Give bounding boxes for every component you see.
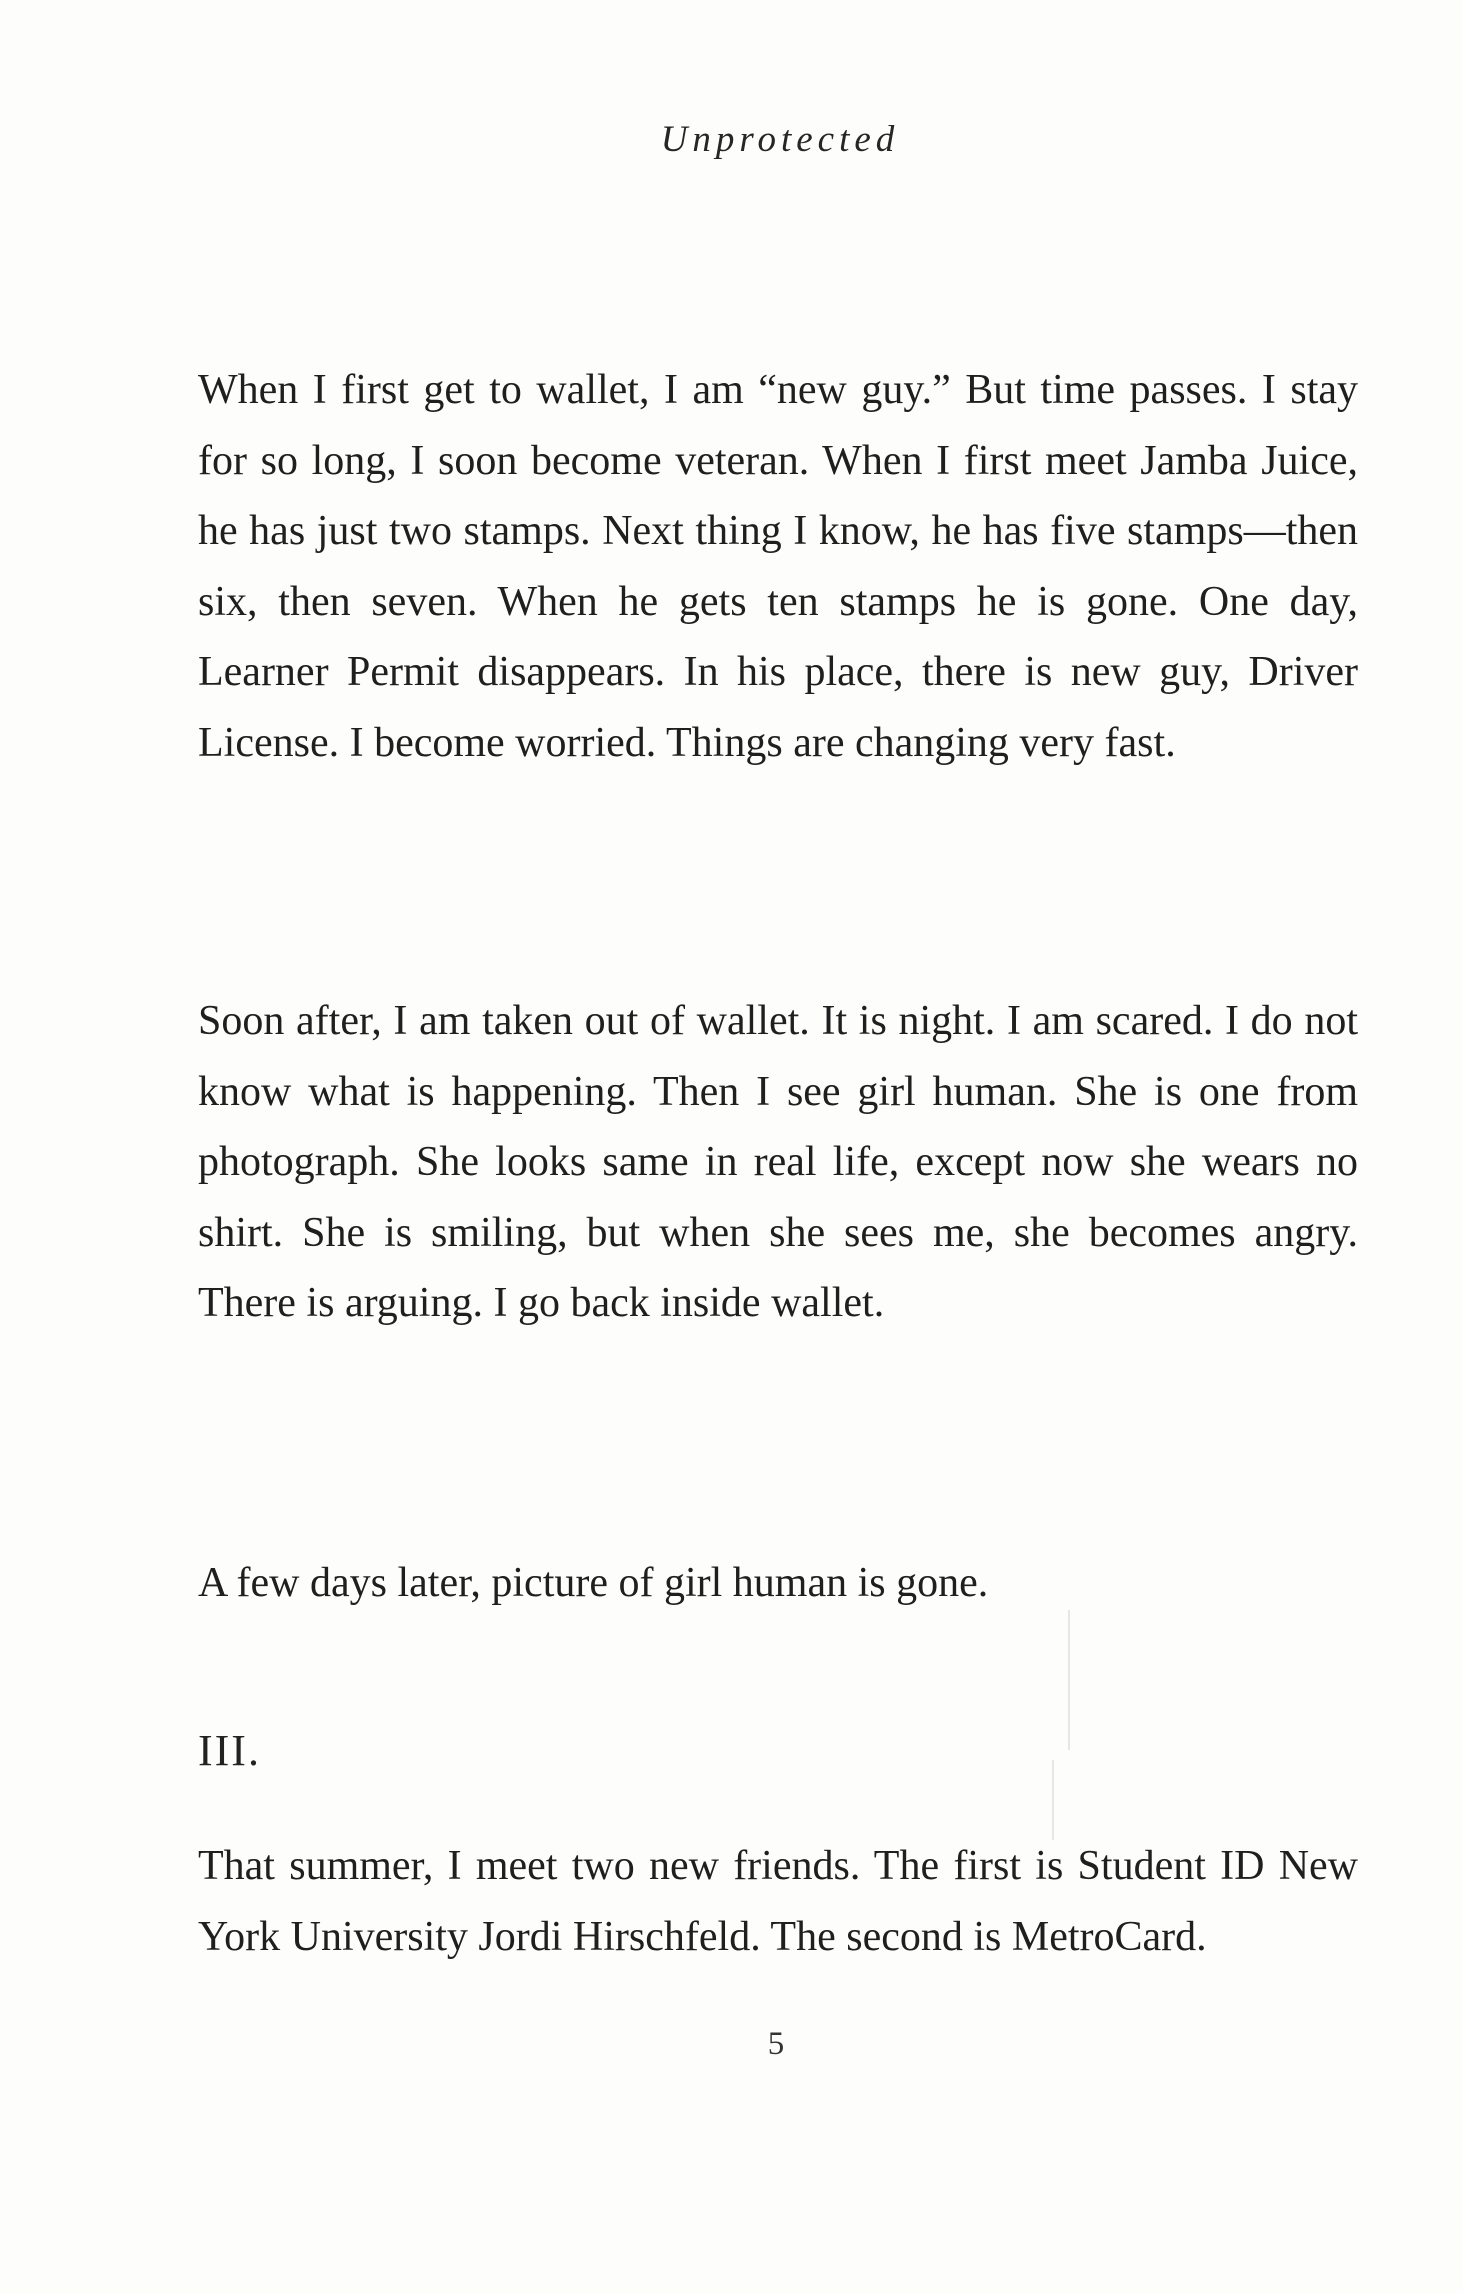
paragraph: When I first get to wallet, I am “new guy.” But time passes. I stay for so long, I soon become veteran. When I first meet Jamba Juice, he has just two stamps. Next thing I know, he has five stamps—then six, then seven. When he gets ten stamps he is gone. One day, Learner Permit disappears. In his place, there is new guy, Driver License. I become worried. Things are changing very fast.: [198, 367, 1358, 766]
paragraph-block: [198, 1831, 1358, 1972]
paragraph-block: [198, 986, 1358, 1339]
scan-artifact: [1068, 1610, 1070, 1750]
paragraph: A few days later, picture of girl human is gone.: [198, 1560, 989, 1606]
section-heading: III.: [198, 1726, 261, 1775]
paragraph-block: [198, 1548, 1358, 1619]
paragraph: That summer, I meet two new friends. The first is Student ID New York University Jordi Hirschfeld. The second is MetroCard.: [198, 1843, 1358, 1960]
paragraph: Soon after, I am taken out of wallet. It is night. I am scared. I do not know what is happening. Then I see girl human. She is one from photograph. She looks same in real life, except now she wears no shirt. She is smiling, but when she sees me, she becomes angry. There is arguing. I go back inside wallet.: [198, 998, 1358, 1326]
running-head: Unprotected: [660, 119, 900, 160]
scan-artifact: [1052, 1760, 1054, 1840]
page-number: 5: [767, 2026, 785, 2062]
paragraph-block: [198, 355, 1358, 778]
